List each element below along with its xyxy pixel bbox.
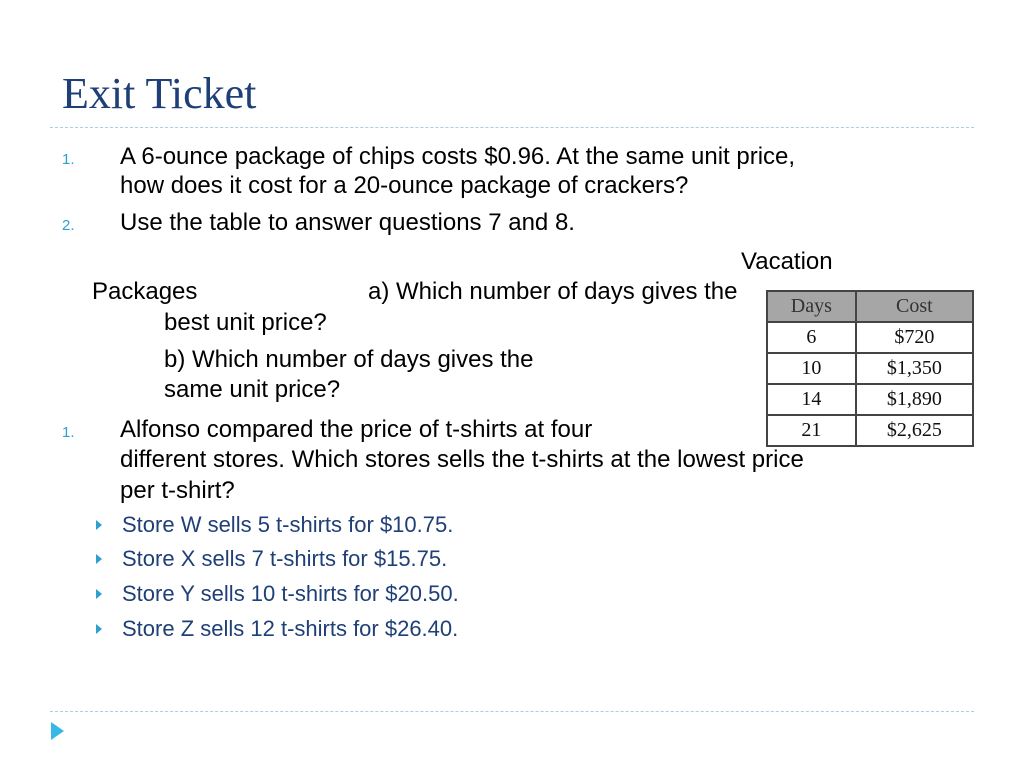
top-divider [50,127,974,128]
q2-text: Use the table to answer questions 7 and 8. [120,209,575,236]
q3-line-1: Alfonso compared the price of t-shirts at four [120,416,593,443]
store-item: Store Z sells 12 t-shirts for $26.40. [122,616,459,641]
table-header-cost: Cost [856,291,973,322]
q1-line-1: A 6-ounce package of chips costs $0.96. At the same unit price, [120,143,796,170]
table-cell-days: 14 [767,384,856,415]
table-cell-cost: $1,890 [856,384,973,415]
table-title-bottom: Packages [92,278,198,305]
store-item: Store W sells 5 t-shirts for $10.75. [122,512,454,537]
table-cell-days: 6 [767,322,856,353]
bottom-divider [50,711,974,712]
table-cell-days: 10 [767,353,856,384]
bullet-arrow-icon [96,554,102,564]
slide-title: Exit Ticket [62,69,257,118]
table-row [767,322,973,353]
table-header-days: Days [767,291,856,322]
q3-line-3: per t-shirt? [120,477,235,504]
vacation-packages-table [766,290,974,447]
table-row [767,353,973,384]
table-header-row [767,291,973,322]
q2a-line-1: a) Which number of days gives the [368,278,738,305]
q2-number: 2. [62,217,75,234]
store-item: Store X sells 7 t-shirts for $15.75. [122,546,448,571]
q3-line-2: different stores. Which stores sells the t-shirts at the lowest price [120,446,804,473]
store-item: Store Y sells 10 t-shirts for $20.50. [122,581,459,606]
table-cell-cost: $720 [856,322,973,353]
q2a-line-2: best unit price? [164,309,327,336]
q1-line-2: how does it cost for a 20-ounce package of crackers? [120,172,689,199]
table-title-top: Vacation [741,248,833,275]
table-row [767,415,973,446]
bullet-arrow-icon [96,624,102,634]
table-cell-days: 21 [767,415,856,446]
q2b-line-1: b) Which number of days gives the [164,346,534,373]
q1-number: 1. [62,151,75,168]
table-row [767,384,973,415]
bullet-arrow-icon [96,520,102,530]
table-cell-cost: $2,625 [856,415,973,446]
q3-number: 1. [62,424,75,441]
bullet-arrow-icon [96,589,102,599]
table-cell-cost: $1,350 [856,353,973,384]
slide-corner-arrow-icon [51,722,64,740]
q2b-line-2: same unit price? [164,376,341,403]
